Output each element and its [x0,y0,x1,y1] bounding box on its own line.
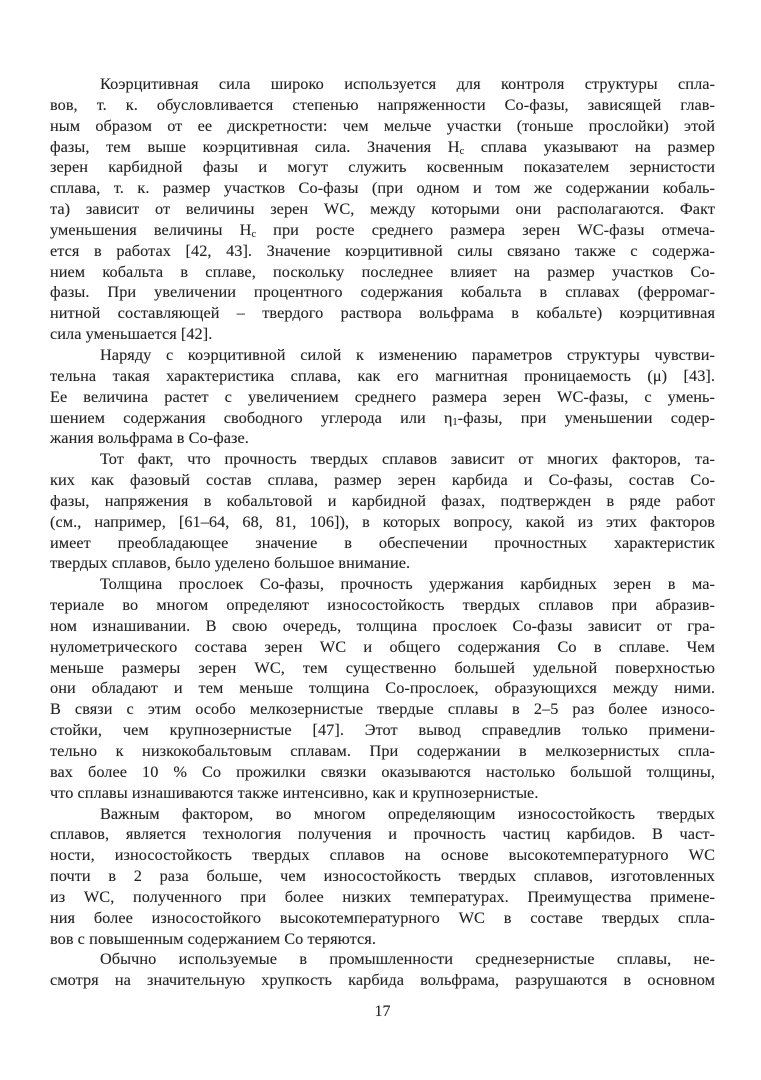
text-line: уменьшения величины $H_c$ при росте среднего размера зерен WC-фазы отмеча- [50,219,715,240]
text-line: ния более износостойкого высокотемпературного WC в составе твердых спла- [50,907,715,927]
text-line: что сплавы изнашиваются также интенсивно, как и крупнозернистые. [50,782,539,802]
text-line: Обычно используемые в промышленности среднезернистые сплавы, не- [100,949,715,969]
text-line: жания вольфрама в Co-фазе. [50,428,249,448]
text-line: смотря на значительную хрупкость карбида вольфрама, разрушаются в основном [50,970,715,990]
text-line: твердых сплавов, было уделено большое внимание. [50,553,411,573]
text-line: фазы, тем выше коэрцитивная сила. Значения $H_c$ сплава указывают на размер [50,136,715,157]
page-text [50,74,715,991]
text-line: шением содержания свободного углерода или $\eta_1$-фазы, при уменьшении содер- [50,407,715,428]
text-line: та) зависит от величины зерен WC, между которыми они располагаются. Факт [50,199,715,219]
text-line: ется в работах [42, 43]. Значение коэрцитивной силы связано также с содержа- [50,240,715,260]
text-line: они обладают и тем меньше толщина Co-прослоек, образующихся между ними. [50,678,715,698]
text-line: фазы, напряжения в кобальтовой и карбидной фазах, подтвержден в ряде работ [50,490,715,510]
text-line: вах более 10 % Co прожилки связки оказываются настолько большой толщины, [50,761,715,781]
text-line: ности, износостойкость твердых сплавов на основе высокотемпературного WC [50,845,715,865]
page-number: 17 [374,1003,391,1020]
text-line: вов с повышенным содержанием Co теряются. [50,928,376,948]
paragraph [50,949,715,991]
text-line: почти в 2 раза больше, чем износостойкость твердых сплавов, изготовленных [50,866,715,886]
paragraph [50,345,715,449]
text-line: фазы. При увеличении процентного содержания кобальта в сплавах (ферромаг- [50,282,715,302]
paragraph [50,574,715,803]
text-line: (см., например, [61–64, 68, 81, 106]), в которых вопросу, какой из этих факторов [50,511,715,531]
text-line: зерен карбидной фазы и могут служить косвенным показателем зернистости [50,157,715,177]
text-line: нитной составляющей – твердого раствора вольфрама в кобальте) коэрцитивная [50,303,715,323]
text-line: сплава, т. к. размер участков Co-фазы (при одном и том же содержании кобаль- [50,178,715,198]
text-line: Наряду с коэрцитивной силой к изменению параметров структуры чувстви- [100,344,715,364]
paragraph [50,74,715,345]
text-line: сплавов, является технология получения и прочность частиц карбидов. В част- [50,824,715,844]
text-line: тельна такая характеристика сплава, как его магнитная проницаемость (μ) [43]. [50,365,715,385]
text-line: сила уменьшается [42]. [50,324,213,344]
text-line: меньше размеры зерен WC, тем существенно большей удельной поверхностью [50,657,715,677]
text-line: нулометрического состава зерен WC и общего содержания Co в сплаве. Чем [50,636,715,656]
text-line: Толщина прослоек Co-фазы, прочность удержания карбидных зерен в ма- [100,574,715,594]
text-line: из WC, полученного при более низких температурах. Преимущества примене- [50,886,715,906]
text-line: ным образом от ее дискретности: чем мельче участки (тоньше прослойки) этой [50,115,715,135]
text-line: имеет преобладающее значение в обеспечении прочностных характеристик [50,532,715,552]
text-line: стойки, чем крупнозернистые [47]. Этот вывод справедлив только примени- [50,720,715,740]
paragraph [50,804,715,950]
text-line: териале во многом определяют износостойкость твердых сплавов при абразив- [50,595,715,615]
paragraph [50,449,715,574]
text-line: В связи с этим особо мелкозернистые твердые сплавы в 2–5 раз более износо- [50,699,715,719]
text-line: Важным фактором, во многом определяющим износостойкость твердых [100,803,715,823]
text-line: Коэрцитивная сила широко используется для контроля структуры спла- [100,74,715,93]
text-line: ном изнашивании. В свою очередь, толщина прослоек Co-фазы зависит от гра- [50,615,715,635]
text-line: Тот факт, что прочность твердых сплавов зависит от многих факторов, та- [100,449,715,469]
text-line: ких как фазовый состав сплава, размер зерен карбида и Co-фазы, состав Co- [50,470,715,490]
text-line: вов, т. к. обусловливается степенью напряженности Co-фазы, зависящей глав- [50,94,715,114]
text-line: нием кобальта в сплаве, поскольку последнее влияет на размер участков Co- [50,261,715,281]
text-line: тельно к низкокобальтовым сплавам. При содержании в мелкозернистых спла- [50,741,715,760]
text-line: Ее величина растет с увеличением среднего размера зерен WC-фазы, с умень- [50,386,715,406]
